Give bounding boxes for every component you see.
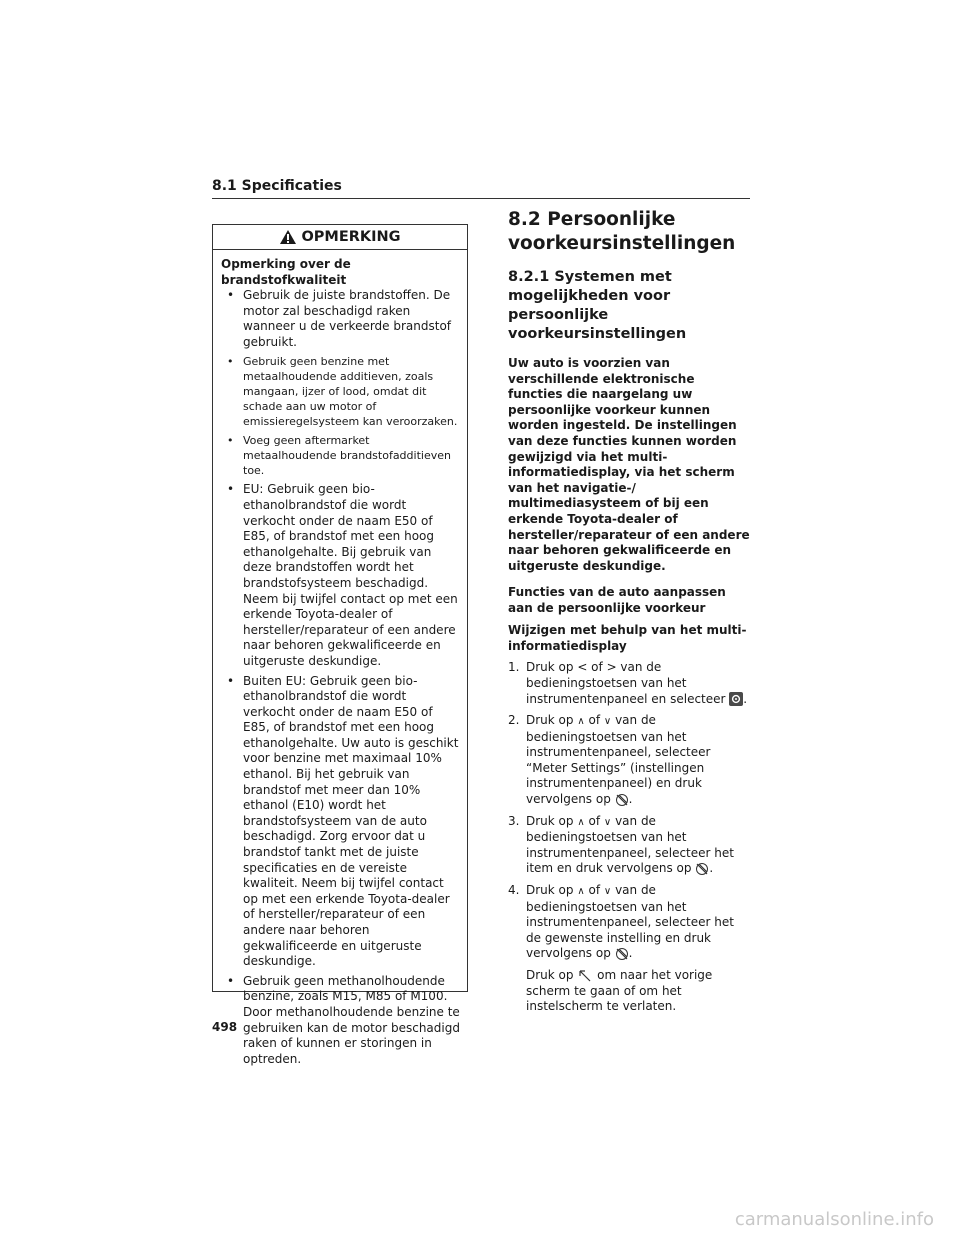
step-text-or: of bbox=[588, 813, 601, 828]
list-item bbox=[508, 713, 752, 808]
chevron-down-icon: ∨ bbox=[603, 886, 612, 898]
step-number: 3. bbox=[508, 813, 520, 828]
step-text-rest: van de bedieningstoetsen van het instrumentenpaneel, selecteer het de gewenste instelling en druk vervolgens op bbox=[526, 883, 734, 961]
list-item: • Gebruik geen methanolhoudende benzine, zoals M15, M85 of M100. Door methanolhoudende benzine te gebruiken kan de motor beschadigd raken of kunnen er storingen in optreden. bbox=[221, 974, 461, 1068]
steps-list bbox=[508, 660, 752, 962]
list-item: • Buiten EU: Gebruik geen bio-ethanolbrandstof die wordt verkocht onder de naam E50 of E85, of brandstof met een hoog ethanolgehalte. Uw auto is geschikt voor benzine met maximaal 10% ethanol. Bij het gebruik van brandstof met meer dan 10% ethanol (E10) wordt het brandstofsysteem van de auto beschadigd. Zorg ervoor dat u brandstof tankt met de juiste specificaties en de vereiste kwaliteit. Neem bij twijfel contact op met een erkende Toyota-dealer of hersteller/reparateur of een andere naar behoren gekwalificeerde en uitgeruste deskundige. bbox=[221, 674, 461, 970]
ok-button-icon bbox=[615, 947, 629, 961]
list-item bbox=[508, 814, 752, 877]
page-number: 498 bbox=[212, 1020, 238, 1034]
chevron-down-icon: ∨ bbox=[603, 816, 612, 828]
step-text-rest: van de bedieningstoetsen van het instrumentenpaneel, selecteer “Meter Settings” (instellingen instrumentenpaneel) en druk vervolgens op bbox=[526, 713, 711, 807]
notice-title: OPMERKING bbox=[301, 229, 401, 245]
list-item: • Voeg geen aftermarket metaalhoudende brandstofadditieven toe. bbox=[221, 433, 461, 478]
right-column bbox=[508, 208, 752, 1015]
step-text-end: . bbox=[628, 792, 633, 807]
notice-subtitle: Opmerking over de brandstofkwaliteit bbox=[221, 257, 351, 287]
warning-icon bbox=[279, 229, 297, 245]
back-text-start: Druk op bbox=[526, 968, 574, 982]
step-text-rest: van de bedieningstoetsen van het instrumentenpaneel, selecteer het item en druk vervolgens op bbox=[526, 813, 734, 876]
notice-list bbox=[221, 288, 461, 1067]
ok-button-icon bbox=[695, 862, 709, 876]
section-header: 8.1 Specificaties bbox=[212, 178, 750, 199]
step-text: Druk op bbox=[526, 713, 574, 728]
chevron-up-icon: ∧ bbox=[577, 816, 585, 828]
watermark: carmanualsonline.info bbox=[734, 1209, 934, 1230]
intro-paragraph: Uw auto is voorzien van verschillende elektronische functies die naargelang uw persoonlijke voorkeur kunnen worden ingesteld. De instellingen van deze functies kunnen worden gewijzigd via het multi-informatiedisplay, via het scherm van het navigatie-/ multimediasysteem of bij een erkende Toyota-dealer of hersteller/reparateur of een andere naar behoren gekwalificeerde en uitgeruste deskundige. bbox=[508, 356, 750, 573]
step-text: Druk op < of > van de bedieningstoetsen van het instrumentenpaneel en selecteer bbox=[526, 660, 726, 706]
subsection-title: 8.2.1 Systemen met mogelijkheden voor persoonlijke voorkeursinstellingen bbox=[508, 269, 687, 342]
list-item: • Gebruik de juiste brandstoffen. De motor zal beschadigd raken wanneer u de verkeerde brandstof gebruikt. bbox=[221, 288, 461, 350]
subheading-functions: Functies van de auto aanpassen aan de persoonlijke voorkeur bbox=[508, 585, 726, 616]
list-item: • Gebruik geen benzine met metaalhoudende additieven, zoals mangaan, ijzer of lood, omdat dit schade aan uw motor of emissieregelsysteem kan veroorzaken. bbox=[221, 354, 461, 429]
section-title: 8.2 Persoonlijke voorkeursinstellingen bbox=[508, 209, 736, 254]
settings-gear-icon bbox=[729, 692, 743, 706]
step-text-end: . bbox=[709, 861, 714, 876]
subheading-display: Wijzigen met behulp van het multi-informatiedisplay bbox=[508, 623, 747, 654]
ok-button-icon bbox=[615, 793, 629, 807]
back-instruction bbox=[508, 968, 752, 1015]
list-item bbox=[508, 660, 752, 707]
step-number: 1. bbox=[508, 660, 520, 675]
step-text-end: . bbox=[743, 691, 748, 706]
chevron-down-icon: ∨ bbox=[603, 716, 612, 728]
back-text-end: om naar het vorige scherm te gaan of om het instelscherm te verlaten. bbox=[526, 968, 713, 1014]
notice-header bbox=[213, 225, 467, 250]
back-button-icon bbox=[577, 969, 593, 983]
step-text: Druk op bbox=[526, 813, 574, 828]
list-item bbox=[508, 883, 752, 962]
step-number: 4. bbox=[508, 883, 520, 898]
step-number: 2. bbox=[508, 713, 520, 728]
step-text-end: . bbox=[628, 946, 633, 961]
step-text-or: of bbox=[588, 713, 601, 728]
chevron-up-icon: ∧ bbox=[577, 716, 585, 728]
chevron-up-icon: ∧ bbox=[577, 886, 585, 898]
step-text-or: of bbox=[588, 883, 601, 898]
list-item: • EU: Gebruik geen bio-ethanolbrandstof die wordt verkocht onder de naam E50 of E85, of brandstof met een hoog ethanolgehalte. Bij gebruik van deze brandstoffen wordt het brandstofsysteem beschadigd. Neem bij twijfel contact op met een erkende Toyota-dealer of hersteller/reparateur of een andere naar behoren gekwalificeerde en uitgeruste deskundige. bbox=[221, 482, 461, 669]
step-text: Druk op bbox=[526, 883, 574, 898]
